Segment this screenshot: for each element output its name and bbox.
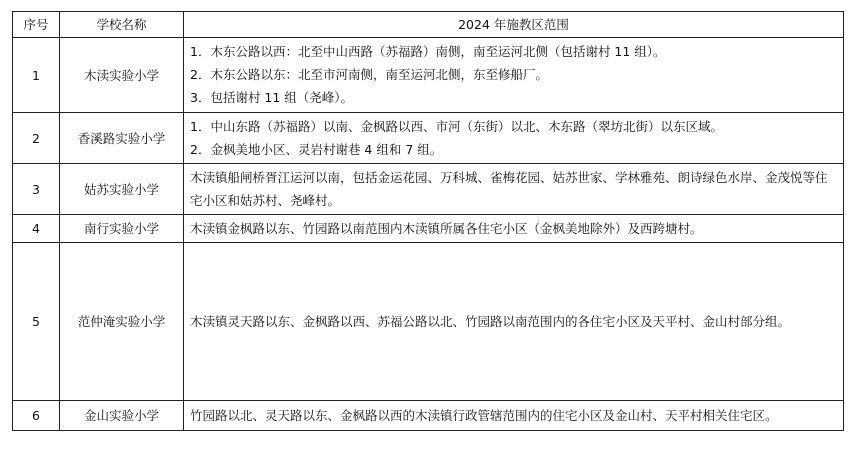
- table-row: [13, 164, 844, 215]
- row-school-name: 南行实验小学: [60, 215, 184, 243]
- zone-line: 木渎镇船闸桥胥江运河以南，包括金运花园、万科城、雀梅花园、姑苏世家、学林雅苑、朗诗绿色水岸、金茂悦等住宅小区和姑苏村、尧峰村。: [190, 170, 828, 208]
- row-enrollment-zone: [184, 113, 844, 164]
- row-serial-number: 1: [13, 38, 60, 113]
- zone-line: 木渎镇金枫路以东、竹园路以南范围内木渎镇所属各住宅小区（金枫美地除外）及西跨塘村。: [190, 221, 703, 236]
- row-school-name: 姑苏实验小学: [60, 164, 184, 215]
- row-enrollment-zone: [184, 243, 844, 401]
- zone-line: 木渎镇灵天路以东、金枫路以西、苏福公路以北、竹园路以南范围内的各住宅小区及天平村、金山村部分组。: [190, 314, 791, 329]
- row-school-name: 金山实验小学: [60, 401, 184, 431]
- row-enrollment-zone: [184, 38, 844, 113]
- row-serial-number: 6: [13, 401, 60, 431]
- zone-line: 1．中山东路（苏福路）以南、金枫路以西、市河（东街）以北、木东路（翠坊北街）以东区域。: [190, 119, 723, 134]
- table-header-row: [13, 12, 844, 38]
- row-enrollment-zone: [184, 164, 844, 215]
- table-row: [13, 243, 844, 401]
- zone-line: 3．包括谢村 11 组（尧峰）。: [190, 90, 354, 105]
- header-school-name: 学校名称: [60, 12, 184, 38]
- zone-line: 2．金枫美地小区、灵岩村谢巷 4 组和 7 组。: [190, 142, 443, 157]
- zone-line: 1．木东公路以西：北至中山西路（苏福路）南侧，南至运河北侧（包括谢村 11 组）。: [190, 44, 666, 59]
- zone-line: 竹园路以北、灵天路以东、金枫路以西的木渎镇行政管辖范围内的住宅小区及金山村、天平村相关住宅区。: [190, 408, 778, 423]
- enrollment-zone-table-container: [12, 11, 843, 431]
- table-row: [13, 215, 844, 243]
- row-school-name: 范仲淹实验小学: [60, 243, 184, 401]
- row-serial-number: 4: [13, 215, 60, 243]
- header-serial-number: 序号: [13, 12, 60, 38]
- row-school-name: 木渎实验小学: [60, 38, 184, 113]
- table-row: [13, 38, 844, 113]
- zone-line: 2．木东公路以东：北至市河南侧，南至运河北侧，东至修船厂。: [190, 67, 548, 82]
- row-school-name: 香溪路实验小学: [60, 113, 184, 164]
- table-row: [13, 113, 844, 164]
- row-serial-number: 3: [13, 164, 60, 215]
- row-serial-number: 2: [13, 113, 60, 164]
- header-enrollment-zone: 2024 年施教区范围: [184, 12, 844, 38]
- enrollment-zone-table: [12, 11, 844, 431]
- table-row: [13, 401, 844, 431]
- row-enrollment-zone: [184, 215, 844, 243]
- row-enrollment-zone: [184, 401, 844, 431]
- row-serial-number: 5: [13, 243, 60, 401]
